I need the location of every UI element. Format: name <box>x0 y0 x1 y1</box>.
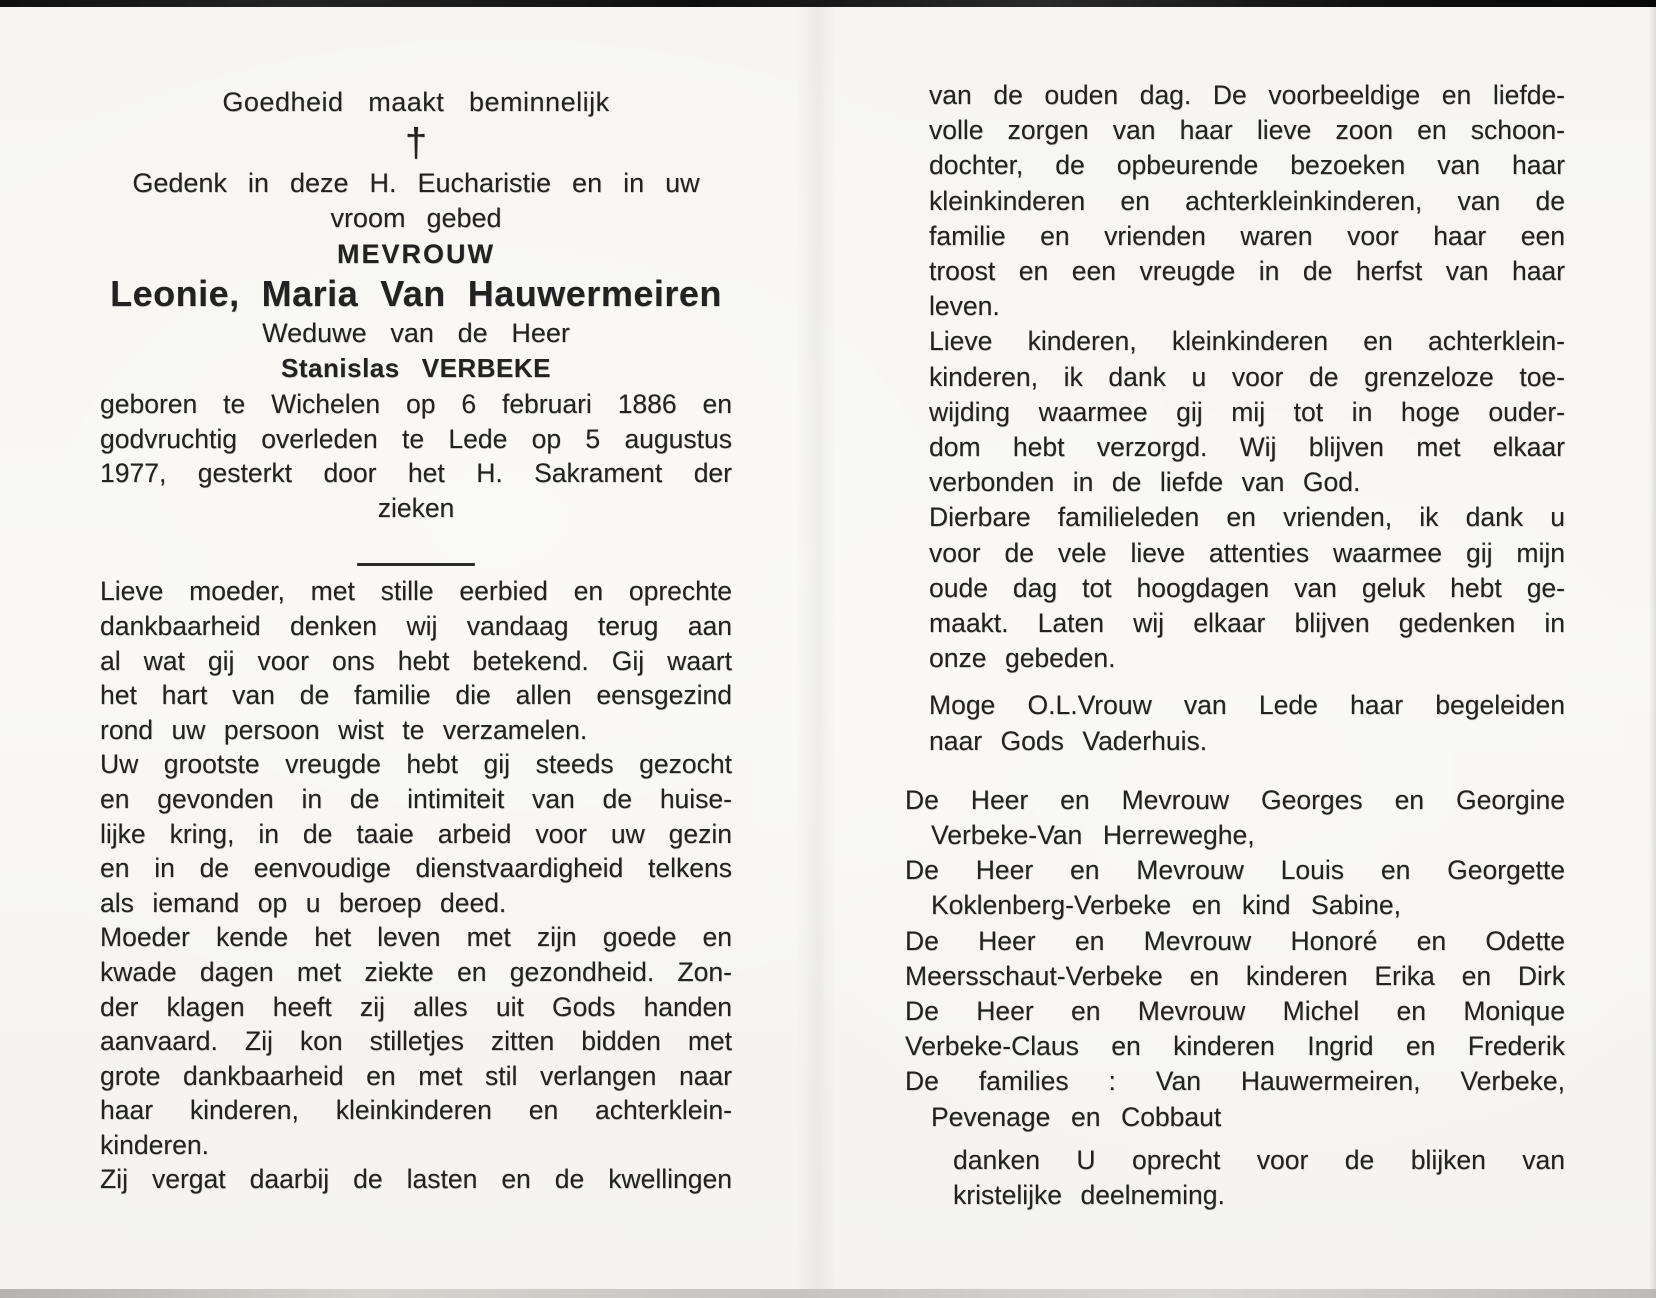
text-line: kinderen, ik dank u voor de grenzeloze toe- <box>929 361 1565 392</box>
mourner-line: Meersschaut-Verbeke en kinderen Erika en Dirk <box>905 960 1565 991</box>
text-line: aanvaard. Zij kon stilletjes zitten bidden met <box>100 1026 732 1057</box>
text-line: wijding waarmee gij mij tot in hoge ouder- <box>929 396 1565 427</box>
vital-dates-block <box>100 387 732 525</box>
mourners-list <box>905 783 1565 1135</box>
mourner-line: De families : Van Hauwermeiren, Verbeke, <box>905 1066 1565 1097</box>
text-line: dom hebt verzorgd. Wij blijven met elkaar <box>929 432 1565 463</box>
mourner-line: Koklenberg-Verbeke en kind Sabine, <box>931 890 1401 921</box>
closing-thanks <box>905 1143 1565 1213</box>
left-page <box>100 84 732 1197</box>
left-body-text <box>100 574 732 1197</box>
divider-rule <box>357 563 475 566</box>
text-line: Moeder kende het leven met zijn goede en <box>100 922 732 953</box>
text-line: het hart van de familie die allen eensgezind <box>100 680 732 711</box>
vital-line: 1977, gesterkt door het H. Sakrament der <box>100 458 732 489</box>
text-line: Lieve moeder, met stille eerbied en oprechte <box>100 576 732 607</box>
text-line: grote dankbaarheid en met stil verlangen naar <box>100 1060 732 1091</box>
text-line: dochter, de opbeurende bezoeken van haar <box>929 150 1565 181</box>
mourner-line: Verbeke-Van Herreweghe, <box>931 820 1255 851</box>
text-line: oude dag tot hoogdagen van geluk hebt ge- <box>929 572 1565 603</box>
intro-block <box>100 166 732 236</box>
vital-line: geboren te Wichelen op 6 februari 1886 en <box>100 389 732 419</box>
text-line: verbonden in de liefde van God. <box>929 467 1361 498</box>
text-line: lijke kring, in de taaie arbeid voor uw gezin <box>100 818 732 849</box>
mourner-line: De Heer en Mevrouw Louis en Georgette <box>905 855 1565 886</box>
scan-bottom-edge <box>0 1289 1656 1298</box>
text-line: al wat gij voor ons hebt betekend. Gij waart <box>100 645 732 676</box>
mourner-line: Pevenage en Cobbaut <box>931 1101 1222 1132</box>
mourner-line: De Heer en Mevrouw Michel en Monique <box>905 996 1565 1027</box>
cross-icon: † <box>404 121 428 165</box>
text-line: van de ouden dag. De voorbeeldige en liefde- <box>929 80 1565 110</box>
text-line: onze gebeden. <box>929 643 1116 674</box>
scan-top-edge <box>0 0 1656 7</box>
text-line: Zij vergat daarbij de lasten en de kwellingen <box>100 1164 732 1195</box>
right-body-text <box>905 78 1565 759</box>
text-line: voor de vele lieve attenties waarmee gij mijn <box>929 537 1565 568</box>
text-line: der klagen heeft zij alles uit Gods handen <box>100 991 732 1022</box>
spouse-name: Stanislas VERBEKE <box>281 353 551 383</box>
text-line: rond uw persoon wist te verzamelen. <box>100 714 588 745</box>
text-line: familie en vrienden waren voor haar een <box>929 220 1565 251</box>
scan-right-edge <box>1649 0 1656 1298</box>
text-line: Lieve kinderen, kleinkinderen en achterklein- <box>929 326 1565 357</box>
text-line: Uw grootste vreugde hebt gij steeds gezocht <box>100 749 732 780</box>
text-line: kwade dagen met ziekte en gezondheid. Zon- <box>100 956 732 987</box>
text-line: Dierbare familieleden en vrienden, ik dank u <box>929 502 1565 533</box>
deceased-name: Leonie, Maria Van Hauwermeiren <box>110 273 722 314</box>
widow-line: Weduwe van de Heer <box>262 318 570 348</box>
text-line: haar kinderen, kleinkinderen en achterklein- <box>100 1095 732 1126</box>
mourner-line: De Heer en Mevrouw Georges en Georgine <box>905 784 1565 815</box>
mourner-line: De Heer en Mevrouw Honoré en Odette <box>905 925 1565 956</box>
closing-line: kristelijke deelneming. <box>953 1180 1225 1211</box>
text-line: leven. <box>929 291 1000 322</box>
text-line: en in de eenvoudige dienstvaardigheid telkens <box>100 853 732 884</box>
intro-line: Gedenk in deze H. Eucharistie en in uw <box>132 168 700 198</box>
text-line: troost en een vreugde in de herfst van haar <box>929 256 1565 287</box>
text-line: Moge O.L.Vrouw van Lede haar begeleiden <box>929 690 1565 721</box>
text-line: kleinkinderen en achterkleinkinderen, van de <box>929 185 1565 216</box>
text-line: maakt. Laten wij elkaar blijven gedenken in <box>929 608 1565 639</box>
center-fold <box>796 7 836 1289</box>
text-line: volle zorgen van haar lieve zoon en schoon- <box>929 115 1565 146</box>
intro-line: vroom gebed <box>330 203 502 233</box>
vital-line: godvruchtig overleden te Lede op 5 augustus <box>100 423 732 454</box>
text-line: dankbaarheid denken wij vandaag terug aan <box>100 610 732 641</box>
title-prefix: MEVROUW <box>337 239 495 269</box>
text-line: als iemand op u beroep deed. <box>100 887 507 918</box>
mourner-line: Verbeke-Claus en kinderen Ingrid en Frederik <box>905 1031 1565 1062</box>
right-page <box>905 78 1565 1213</box>
motto-line: Goedheid maakt beminnelijk <box>222 87 610 117</box>
vital-line: zieken <box>377 492 455 523</box>
text-line: en gevonden in de intimiteit van de huise- <box>100 783 732 814</box>
closing-line: danken U oprecht voor de blijken van <box>953 1144 1565 1175</box>
text-line: naar Gods Vaderhuis. <box>929 725 1208 756</box>
text-line: kinderen. <box>100 1129 210 1160</box>
